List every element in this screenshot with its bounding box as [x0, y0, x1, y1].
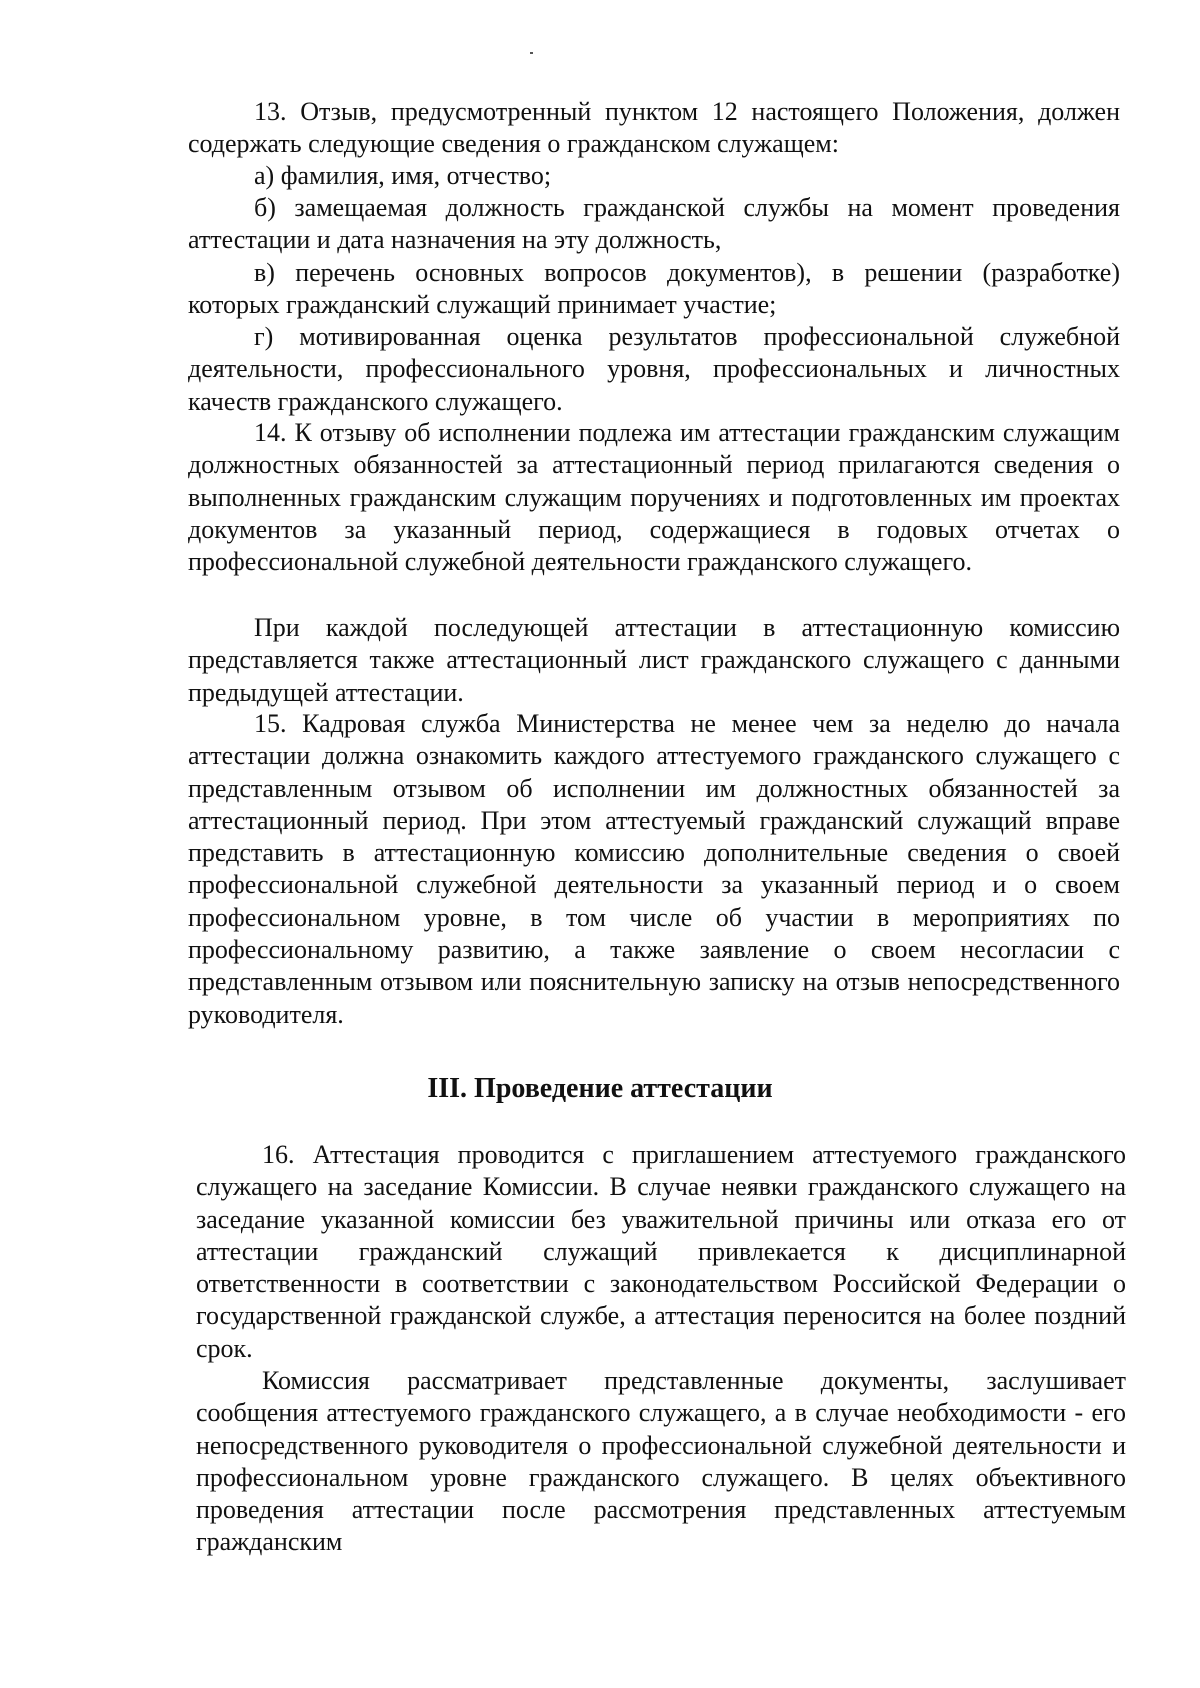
- paragraph-13c: в) перечень основных вопросов документов), в решении (разработке) которых гражданский служащий принимает участие;: [188, 258, 1120, 320]
- paragraph-14-continued: При каждой последующей аттестации в аттестационную комиссию представляется также аттестационный лист гражданского служащего с данными предыдущей аттестации.: [188, 613, 1120, 707]
- paragraph-13a: а) фамилия, имя, отчество;: [254, 161, 552, 190]
- paragraph-15: 15. Кадровая служба Министерства не менее чем за неделю до начала аттестации должна ознакомить каждого аттестуемого гражданского служащего с представленным отзывом об исполнении им должностных обязанностей за аттестационный период. При этом аттестуемый гражданский служащий вправе представить в аттестационную комиссию дополнительные сведения о своей профессиональной служебной деятельности за указанный период и о своем профессиональном уровне, в том числе об участии в мероприятиях по профессиональному развитию, а также заявление о своем несогласии с представленным отзывом или пояснительную записку на отзыв непосредственного руководителя.: [188, 709, 1120, 1029]
- scan-speck: [530, 52, 533, 54]
- section-heading: III. Проведение аттестации: [427, 1073, 773, 1104]
- paragraph-14: 14. К отзыву об исполнении подлежа им аттестации гражданским служащим должностных обязанностей за аттестационный период прилагаются сведения о выполненных гражданским служащим поручениях и подготовленных им проектах документов за указанный период, содержащиеся в годовых отчетах о профессиональной служебной деятельности гражданского служащего.: [188, 418, 1120, 577]
- paragraph-13: 13. Отзыв, предусмотренный пунктом 12 настоящего Положения, должен содержать следующие сведения о гражданском служащем:: [188, 97, 1120, 159]
- paragraph-16: 16. Аттестация проводится с приглашением аттестуемого гражданского служащего на заседание Комиссии. В случае неявки гражданского служащего на заседание указанной комиссии без уважительной причины или отказа его от аттестации гражданский служащий привлекается к дисциплинарной ответственности в соответствии с законодательством Российской Федерации о государственной гражданской службе, а аттестация переносится на более поздний срок.: [196, 1140, 1126, 1363]
- paragraph-16-continued: Комиссия рассматривает представленные документы, заслушивает сообщения аттестуемого гражданского служащего, а в случае необходимости - его непосредственного руководителя о профессиональной служебной деятельности и профессиональном уровне гражданского служащего. В целях объективного проведения аттестации после рассмотрения представленных аттестуемым гражданским: [196, 1366, 1126, 1557]
- paragraph-13b: б) замещаемая должность гражданской службы на момент проведения аттестации и дата назначения на эту должность,: [188, 193, 1120, 255]
- paragraph-13d: г) мотивированная оценка результатов профессиональной служебной деятельности, профессионального уровня, профессиональных и личностных качеств гражданского служащего.: [188, 322, 1120, 416]
